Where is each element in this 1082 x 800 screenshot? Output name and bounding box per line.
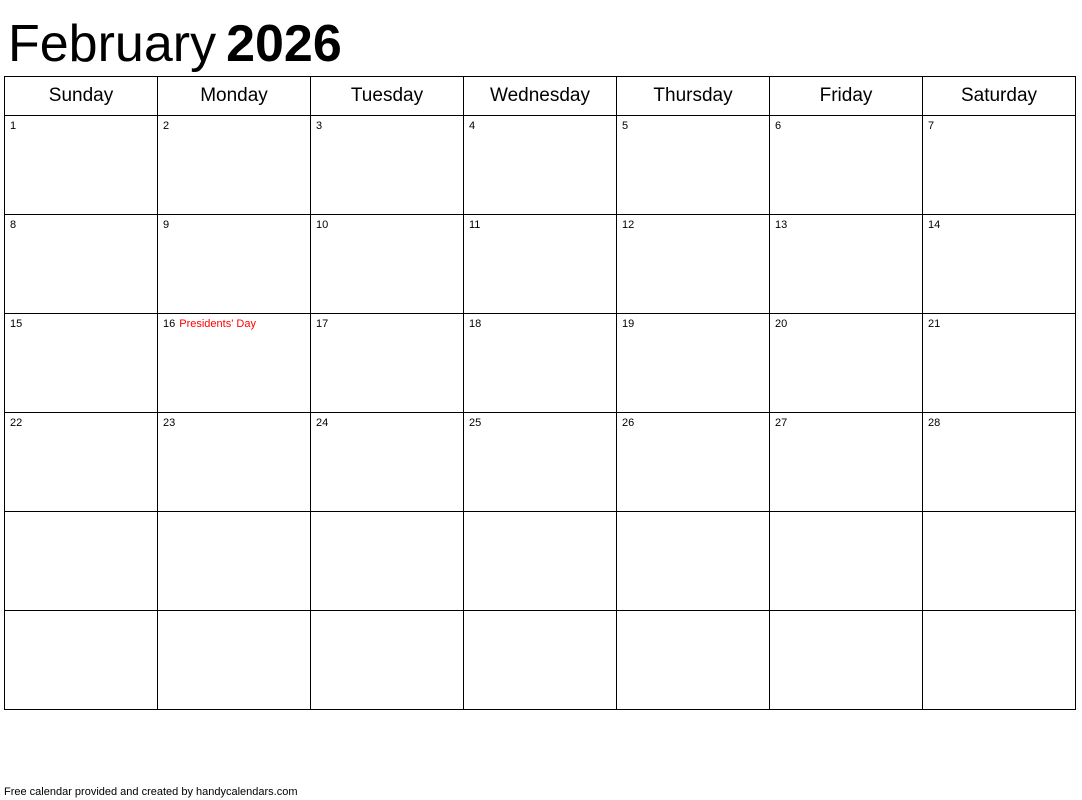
day-cell-holiday[interactable] [158, 314, 311, 413]
weekday-header-wednesday: Wednesday [464, 77, 617, 116]
week-row [5, 512, 1076, 611]
weekday-header-tuesday: Tuesday [311, 77, 464, 116]
day-number: 1 [10, 120, 17, 132]
day-number: 2 [163, 120, 170, 132]
day-cell[interactable] [617, 512, 770, 611]
day-cell[interactable] [311, 512, 464, 611]
day-number: 4 [469, 120, 476, 132]
day-cell[interactable] [923, 413, 1076, 512]
day-cell[interactable] [923, 512, 1076, 611]
day-cell[interactable] [5, 116, 158, 215]
day-cell[interactable] [464, 413, 617, 512]
day-number: 19 [622, 318, 635, 330]
weekday-header-sunday: Sunday [5, 77, 158, 116]
day-cell[interactable] [158, 413, 311, 512]
day-cell[interactable] [5, 413, 158, 512]
day-cell[interactable] [311, 413, 464, 512]
day-cell[interactable] [770, 413, 923, 512]
day-number: 22 [10, 417, 23, 429]
day-cell[interactable] [923, 611, 1076, 710]
day-number: 26 [622, 417, 635, 429]
day-number: 14 [928, 219, 941, 231]
day-number: 23 [163, 417, 176, 429]
day-number: 3 [316, 120, 323, 132]
weekday-header-friday: Friday [770, 77, 923, 116]
day-number: 15 [10, 318, 23, 330]
day-cell[interactable] [923, 314, 1076, 413]
day-cell[interactable] [311, 314, 464, 413]
day-cell[interactable] [617, 215, 770, 314]
day-cell[interactable] [464, 215, 617, 314]
day-cell[interactable] [311, 215, 464, 314]
day-number: 9 [163, 219, 170, 231]
day-number: 8 [10, 219, 17, 231]
weekday-header-monday: Monday [158, 77, 311, 116]
week-row [5, 116, 1076, 215]
day-cell[interactable] [464, 314, 617, 413]
day-number: 11 [469, 219, 481, 231]
day-cell[interactable] [923, 116, 1076, 215]
day-cell[interactable] [158, 611, 311, 710]
day-cell[interactable] [5, 314, 158, 413]
day-cell[interactable] [923, 215, 1076, 314]
day-cell[interactable] [617, 116, 770, 215]
day-number: 7 [928, 120, 935, 132]
day-number: 27 [775, 417, 788, 429]
footer-credit: Free calendar provided and created by handycalendars.com [4, 786, 298, 798]
page-title [0, 0, 1082, 76]
day-number: 18 [469, 318, 482, 330]
day-number: 10 [316, 219, 329, 231]
day-number: 21 [928, 318, 941, 330]
day-number: 25 [469, 417, 482, 429]
day-number: 17 [316, 318, 329, 330]
title-year: 2026 [226, 15, 342, 73]
day-cell[interactable] [464, 512, 617, 611]
day-cell[interactable] [464, 116, 617, 215]
day-cell[interactable] [617, 413, 770, 512]
calendar-grid [4, 76, 1076, 710]
day-event: Presidents' Day [179, 318, 256, 330]
day-cell[interactable] [5, 512, 158, 611]
day-number: 6 [775, 120, 782, 132]
week-row [5, 413, 1076, 512]
day-cell[interactable] [158, 215, 311, 314]
day-cell[interactable] [158, 116, 311, 215]
day-cell[interactable] [770, 512, 923, 611]
weekday-header-thursday: Thursday [617, 77, 770, 116]
day-cell[interactable] [311, 611, 464, 710]
day-cell[interactable] [770, 215, 923, 314]
day-number: 12 [622, 219, 635, 231]
week-row [5, 215, 1076, 314]
day-number: 5 [622, 120, 629, 132]
day-cell[interactable] [770, 611, 923, 710]
day-number: 20 [775, 318, 788, 330]
day-cell[interactable] [5, 215, 158, 314]
title-month: February [8, 15, 217, 73]
day-number: 24 [316, 417, 329, 429]
day-cell[interactable] [464, 611, 617, 710]
day-cell[interactable] [158, 512, 311, 611]
day-number: 28 [928, 417, 941, 429]
day-cell[interactable] [311, 116, 464, 215]
day-cell[interactable] [770, 314, 923, 413]
day-cell[interactable] [5, 611, 158, 710]
week-row [5, 611, 1076, 710]
day-number: 13 [775, 219, 788, 231]
day-cell[interactable] [770, 116, 923, 215]
weekday-header-saturday: Saturday [923, 77, 1076, 116]
day-number: 16 [163, 318, 176, 330]
day-cell[interactable] [617, 611, 770, 710]
week-row [5, 314, 1076, 413]
day-cell[interactable] [617, 314, 770, 413]
